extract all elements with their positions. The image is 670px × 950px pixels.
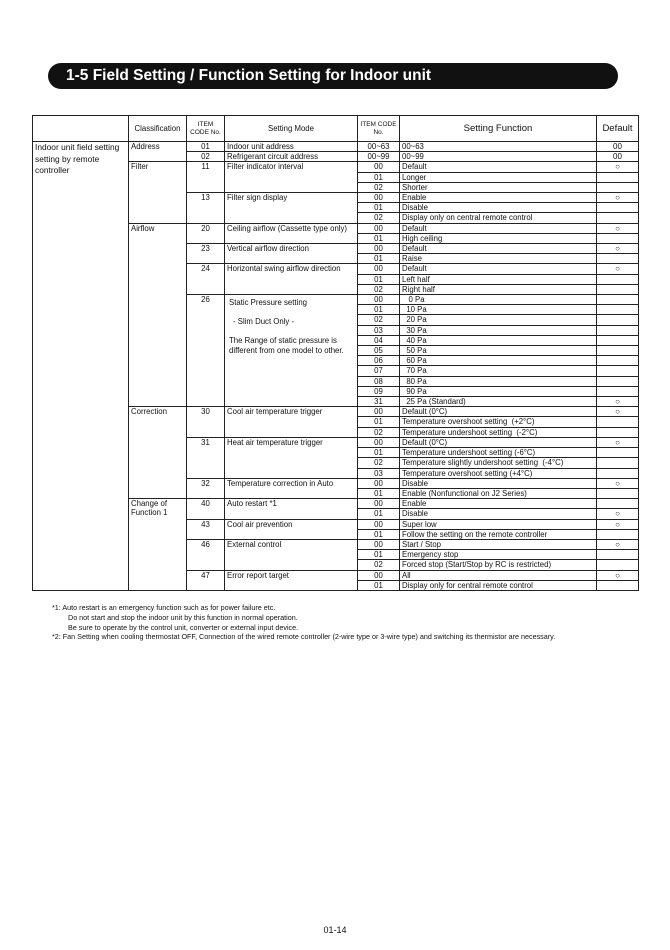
default-cell bbox=[597, 560, 639, 570]
setting-mode-cell: Error report target bbox=[225, 570, 358, 590]
table-row bbox=[33, 142, 639, 152]
item-code-cell: 13 bbox=[187, 193, 225, 224]
default-cell bbox=[597, 539, 639, 549]
item-code-cell: 30 bbox=[187, 407, 225, 438]
category-cell: Airflow bbox=[129, 223, 187, 407]
default-marker: ○ bbox=[615, 509, 620, 519]
category-cell: Filter bbox=[129, 162, 187, 223]
setting-function-cell: Temperature overshoot setting (+2°C) bbox=[400, 417, 597, 427]
option-code-cell: 02 bbox=[358, 315, 400, 325]
option-code-cell: 01 bbox=[358, 550, 400, 560]
category-cell: Change of Function 1 bbox=[129, 499, 187, 591]
option-code-cell: 01 bbox=[358, 172, 400, 182]
setting-mode-cell: Ceiling airflow (Cassette type only) bbox=[225, 223, 358, 243]
option-code-cell: 00 bbox=[358, 193, 400, 203]
default-marker: ○ bbox=[615, 223, 620, 233]
default-marker: ○ bbox=[615, 407, 620, 417]
option-code-cell: 00 bbox=[358, 478, 400, 488]
item-code-cell: 32 bbox=[187, 478, 225, 498]
option-code-cell: 02 bbox=[358, 427, 400, 437]
setting-mode-cell: Auto restart *1 bbox=[225, 499, 358, 519]
item-code-cell: 01 bbox=[187, 142, 225, 152]
header-classification: Classification bbox=[129, 116, 187, 142]
default-cell bbox=[597, 203, 639, 213]
header-setting-mode: Setting Mode bbox=[225, 116, 358, 142]
option-code-cell: 02 bbox=[358, 560, 400, 570]
setting-function-cell: Shorter bbox=[400, 182, 597, 192]
setting-function-cell: All bbox=[400, 570, 597, 580]
default-cell bbox=[597, 509, 639, 519]
option-code-cell: 00 bbox=[358, 519, 400, 529]
default-marker: 00 bbox=[613, 142, 622, 151]
setting-mode-cell: Cool air temperature trigger bbox=[225, 407, 358, 438]
default-cell bbox=[597, 478, 639, 488]
option-code-cell: 00 bbox=[358, 407, 400, 417]
default-marker: ○ bbox=[615, 264, 620, 274]
default-cell bbox=[597, 376, 639, 386]
setting-mode-cell: Horizontal swing airflow direction bbox=[225, 264, 358, 295]
option-code-cell: 08 bbox=[358, 376, 400, 386]
setting-mode-cell: External control bbox=[225, 539, 358, 570]
footnote-1-line-2: Do not start and stop the indoor unit by this function in normal operation. bbox=[68, 612, 298, 622]
item-code-cell: 20 bbox=[187, 223, 225, 243]
setting-function-cell: Disable bbox=[400, 509, 597, 519]
setting-function-cell: Raise bbox=[400, 254, 597, 264]
default-cell bbox=[597, 417, 639, 427]
default-cell bbox=[597, 488, 639, 498]
classification-cell: Indoor unit field setting setting by remote controller bbox=[33, 142, 129, 591]
footnote-1: *1: Auto restart is an emergency function such as for power failure etc. bbox=[52, 603, 276, 612]
default-cell bbox=[597, 244, 639, 254]
default-cell bbox=[597, 407, 639, 417]
option-code-cell: 02 bbox=[358, 182, 400, 192]
default-cell bbox=[597, 529, 639, 539]
option-code-cell: 02 bbox=[358, 284, 400, 294]
default-cell bbox=[597, 295, 639, 305]
default-cell bbox=[597, 437, 639, 447]
option-code-cell: 00 bbox=[358, 437, 400, 447]
option-code-cell: 01 bbox=[358, 417, 400, 427]
setting-function-cell: 90 Pa bbox=[400, 386, 597, 396]
option-code-cell: 01 bbox=[358, 488, 400, 498]
default-cell bbox=[597, 142, 639, 152]
setting-mode-cell: Refrigerant circuit address bbox=[225, 152, 358, 162]
category-cell: Correction bbox=[129, 407, 187, 499]
setting-function-cell: 70 Pa bbox=[400, 366, 597, 376]
setting-function-cell: Right half bbox=[400, 284, 597, 294]
default-marker: ○ bbox=[615, 478, 620, 488]
setting-mode-line: The Range of static pressure is different from one model to other. bbox=[229, 336, 344, 356]
setting-function-cell: Display only for central remote control bbox=[400, 580, 597, 590]
option-code-cell: 03 bbox=[358, 325, 400, 335]
option-code-cell: 07 bbox=[358, 366, 400, 376]
default-cell bbox=[597, 397, 639, 407]
setting-function-cell: 30 Pa bbox=[400, 325, 597, 335]
option-code-cell: 09 bbox=[358, 386, 400, 396]
default-cell bbox=[597, 386, 639, 396]
default-cell bbox=[597, 335, 639, 345]
default-cell bbox=[597, 284, 639, 294]
item-code-cell: 43 bbox=[187, 519, 225, 539]
header-item-code-2: ITEM CODE No. bbox=[358, 116, 400, 142]
setting-mode-cell: Filter indicator interval bbox=[225, 162, 358, 193]
default-marker: ○ bbox=[615, 193, 620, 203]
option-code-cell: 31 bbox=[358, 397, 400, 407]
setting-function-cell: Super low bbox=[400, 519, 597, 529]
default-cell bbox=[597, 233, 639, 243]
default-cell bbox=[597, 499, 639, 509]
default-cell bbox=[597, 213, 639, 223]
setting-function-cell: Default bbox=[400, 264, 597, 274]
item-code-cell: 47 bbox=[187, 570, 225, 590]
setting-function-cell: 40 Pa bbox=[400, 335, 597, 345]
item-code-cell: 40 bbox=[187, 499, 225, 519]
default-cell bbox=[597, 223, 639, 233]
default-cell bbox=[597, 172, 639, 182]
default-cell bbox=[597, 366, 639, 376]
default-marker: ○ bbox=[615, 397, 620, 407]
default-cell bbox=[597, 315, 639, 325]
header-setting-function: Setting Function bbox=[400, 116, 597, 142]
default-cell bbox=[597, 458, 639, 468]
item-code-cell: 24 bbox=[187, 264, 225, 295]
item-code-cell: 11 bbox=[187, 162, 225, 193]
setting-mode-cell bbox=[225, 295, 358, 407]
setting-mode-cell: Indoor unit address bbox=[225, 142, 358, 152]
footnotes bbox=[52, 603, 652, 642]
setting-function-cell: 0 Pa bbox=[400, 295, 597, 305]
option-code-cell: 02 bbox=[358, 458, 400, 468]
table-body bbox=[33, 142, 639, 591]
default-cell bbox=[597, 448, 639, 458]
default-cell bbox=[597, 356, 639, 366]
setting-mode-line: Static Pressure setting bbox=[229, 298, 308, 308]
item-code-cell: 23 bbox=[187, 244, 225, 264]
setting-function-cell: Left half bbox=[400, 274, 597, 284]
setting-function-cell: 60 Pa bbox=[400, 356, 597, 366]
footnote-2: *2: Fan Setting when cooling thermostat OFF, Connection of the wired remote controller (2-wire type or 3-wire type) and switching its thermistor are necessary. bbox=[52, 632, 556, 642]
page-number: 01-14 bbox=[323, 925, 347, 935]
setting-function-cell: Longer bbox=[400, 172, 597, 182]
footnote-1-line-3: Be sure to operate by the control unit, converter or external input device. bbox=[68, 622, 299, 632]
option-code-cell: 05 bbox=[358, 346, 400, 356]
default-cell bbox=[597, 264, 639, 274]
default-cell bbox=[597, 162, 639, 172]
setting-function-cell: 20 Pa bbox=[400, 315, 597, 325]
setting-function-cell: 50 Pa bbox=[400, 346, 597, 356]
default-cell bbox=[597, 254, 639, 264]
setting-function-cell: 25 Pa (Standard) bbox=[400, 397, 597, 407]
setting-function-cell: Follow the setting on the remote controller bbox=[400, 529, 597, 539]
setting-mode-line: - Slim Duct Only - bbox=[233, 317, 295, 327]
default-cell bbox=[597, 580, 639, 590]
default-cell bbox=[597, 519, 639, 529]
setting-function-cell: Default bbox=[400, 223, 597, 233]
option-code-cell: 01 bbox=[358, 305, 400, 315]
setting-function-cell: Default (0°C) bbox=[400, 437, 597, 447]
option-code-cell: 02 bbox=[358, 213, 400, 223]
setting-function-cell: Emergency stop bbox=[400, 550, 597, 560]
setting-function-cell: Enable bbox=[400, 499, 597, 509]
setting-function-cell: Temperature undershoot setting (-6°C) bbox=[400, 448, 597, 458]
option-code-cell: 01 bbox=[358, 233, 400, 243]
category-cell: Address bbox=[129, 142, 187, 162]
option-code-cell: 06 bbox=[358, 356, 400, 366]
option-code-cell: 00 bbox=[358, 539, 400, 549]
default-cell bbox=[597, 193, 639, 203]
option-code-cell: 00 bbox=[358, 244, 400, 254]
item-code-cell: 26 bbox=[187, 295, 225, 407]
header-blank bbox=[33, 116, 129, 142]
option-code-cell: 03 bbox=[358, 468, 400, 478]
setting-function-cell: Temperature overshoot setting (+4°C) bbox=[400, 468, 597, 478]
setting-function-cell: Display only on central remote control bbox=[400, 213, 597, 223]
section-title: 1-5 Field Setting / Function Setting for Indoor unit bbox=[48, 63, 618, 89]
setting-mode-cell: Heat air temperature trigger bbox=[225, 437, 358, 478]
setting-function-cell: Default bbox=[400, 244, 597, 254]
default-marker: ○ bbox=[615, 570, 620, 580]
option-code-cell: 01 bbox=[358, 203, 400, 213]
option-code-cell: 00 bbox=[358, 223, 400, 233]
setting-function-cell: 00~99 bbox=[400, 152, 597, 162]
item-code-cell: 02 bbox=[187, 152, 225, 162]
setting-function-cell: 00~63 bbox=[400, 142, 597, 152]
option-code-cell: 00 bbox=[358, 295, 400, 305]
default-cell bbox=[597, 550, 639, 560]
option-code-cell: 01 bbox=[358, 448, 400, 458]
header-default: Default bbox=[597, 116, 639, 142]
default-cell bbox=[597, 427, 639, 437]
default-cell bbox=[597, 325, 639, 335]
setting-function-cell: 10 Pa bbox=[400, 305, 597, 315]
default-marker: ○ bbox=[615, 244, 620, 254]
setting-mode-cell: Temperature correction in Auto bbox=[225, 478, 358, 498]
default-cell bbox=[597, 152, 639, 162]
default-marker: ○ bbox=[615, 162, 620, 172]
default-marker: ○ bbox=[615, 519, 620, 529]
header-item-code: ITEM CODE No. bbox=[187, 116, 225, 142]
option-code-cell: 01 bbox=[358, 529, 400, 539]
option-code-cell: 00 bbox=[358, 264, 400, 274]
default-marker: 00 bbox=[613, 152, 622, 162]
default-cell bbox=[597, 305, 639, 315]
setting-function-cell: Default (0°C) bbox=[400, 407, 597, 417]
option-code-cell: 04 bbox=[358, 335, 400, 345]
item-code-cell: 46 bbox=[187, 539, 225, 570]
option-code-cell: 01 bbox=[358, 509, 400, 519]
setting-function-cell: Disable bbox=[400, 478, 597, 488]
option-code-cell: 01 bbox=[358, 274, 400, 284]
default-cell bbox=[597, 182, 639, 192]
option-code-cell: 00~99 bbox=[358, 152, 400, 162]
default-cell bbox=[597, 570, 639, 580]
setting-mode-cell: Filter sign display bbox=[225, 193, 358, 224]
setting-function-cell: Start / Stop bbox=[400, 539, 597, 549]
option-code-cell: 00 bbox=[358, 162, 400, 172]
setting-function-cell: Temperature slightly undershoot setting (-4°C) bbox=[400, 458, 597, 468]
setting-function-cell: High ceiling bbox=[400, 233, 597, 243]
setting-function-cell: Default bbox=[400, 162, 597, 172]
option-code-cell: 01 bbox=[358, 580, 400, 590]
item-code-cell: 31 bbox=[187, 437, 225, 478]
default-cell bbox=[597, 274, 639, 284]
setting-function-cell: Forced stop (Start/Stop by RC is restricted) bbox=[400, 560, 597, 570]
default-cell bbox=[597, 468, 639, 478]
setting-mode-cell: Vertical airflow direction bbox=[225, 244, 358, 264]
setting-function-cell: 80 Pa bbox=[400, 376, 597, 386]
option-code-cell: 01 bbox=[358, 254, 400, 264]
default-marker: ○ bbox=[615, 539, 620, 549]
setting-function-cell: Enable bbox=[400, 193, 597, 203]
option-code-cell: 00 bbox=[358, 570, 400, 580]
setting-mode-cell: Cool air prevention bbox=[225, 519, 358, 539]
default-marker: ○ bbox=[615, 437, 620, 447]
table-header-row bbox=[33, 116, 639, 142]
option-code-cell: 00~63 bbox=[358, 142, 400, 152]
setting-function-cell: Disable bbox=[400, 203, 597, 213]
setting-function-cell: Enable (Nonfunctional on J2 Series) bbox=[400, 488, 597, 498]
option-code-cell: 00 bbox=[358, 499, 400, 509]
setting-function-cell: Temperature undershoot setting (-2°C) bbox=[400, 427, 597, 437]
default-cell bbox=[597, 346, 639, 356]
field-setting-table bbox=[32, 115, 639, 591]
